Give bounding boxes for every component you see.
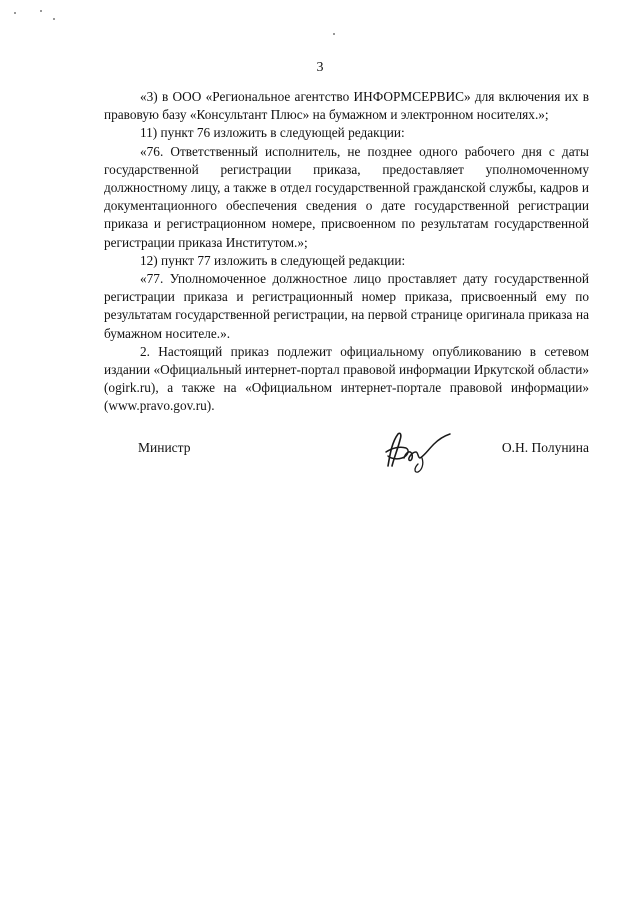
- document-body: [104, 88, 589, 416]
- paragraph-point-77-text: «77. Уполномоченное должностное лицо проставляет дату государственной регистрации приказа и регистрационный номер приказа, присвоенный ему по результатам государственной регистрации, на первой странице оригинала приказа на бумажном носителе.».: [104, 271, 589, 341]
- scan-speck: [14, 12, 16, 14]
- scan-speck: [40, 10, 42, 12]
- paragraph-point-76-text: «76. Ответственный исполнитель, не позднее одного рабочего дня с даты государственной регистрации приказа, предоставляет уполномоченному должностному лицу, а также в отдел государственной гражданской службы, кадров и документационного обеспечения сведения о дате государственной регистрации приказа и регистрационном номере, присвоенном по результатам государственной регистрации приказа Институтом.»;: [104, 143, 589, 250]
- paragraph-item-3-provision: «3) в ООО «Региональное агентство ИНФОРМСЕРВИС» для включения их в правовую базу «Консультант Плюс» на бумажном и электронном носителях.»;: [104, 89, 589, 123]
- paragraph-point-12-intro: 12) пункт 77 изложить в следующей редакции:: [140, 252, 406, 268]
- scan-speck: [53, 18, 55, 20]
- signatory-name: О.Н. Полунина: [501, 440, 589, 455]
- signature-block: [138, 436, 589, 476]
- scan-speck: [333, 33, 335, 35]
- paragraph-publication-clause: 2. Настоящий приказ подлежит официальному опубликованию в сетевом издании «Официальный интернет-портал правовой информации Иркутской области» (ogirk.ru), а также на «Официальном интернет-портале правовой информации» (www.pravo.gov.ru).: [104, 343, 589, 414]
- page-number: 3: [316, 60, 324, 75]
- signatory-title: Министр: [138, 440, 191, 455]
- paragraph-point-11-intro: 11) пункт 76 изложить в следующей редакции:: [140, 125, 405, 141]
- handwritten-signature: [378, 428, 458, 476]
